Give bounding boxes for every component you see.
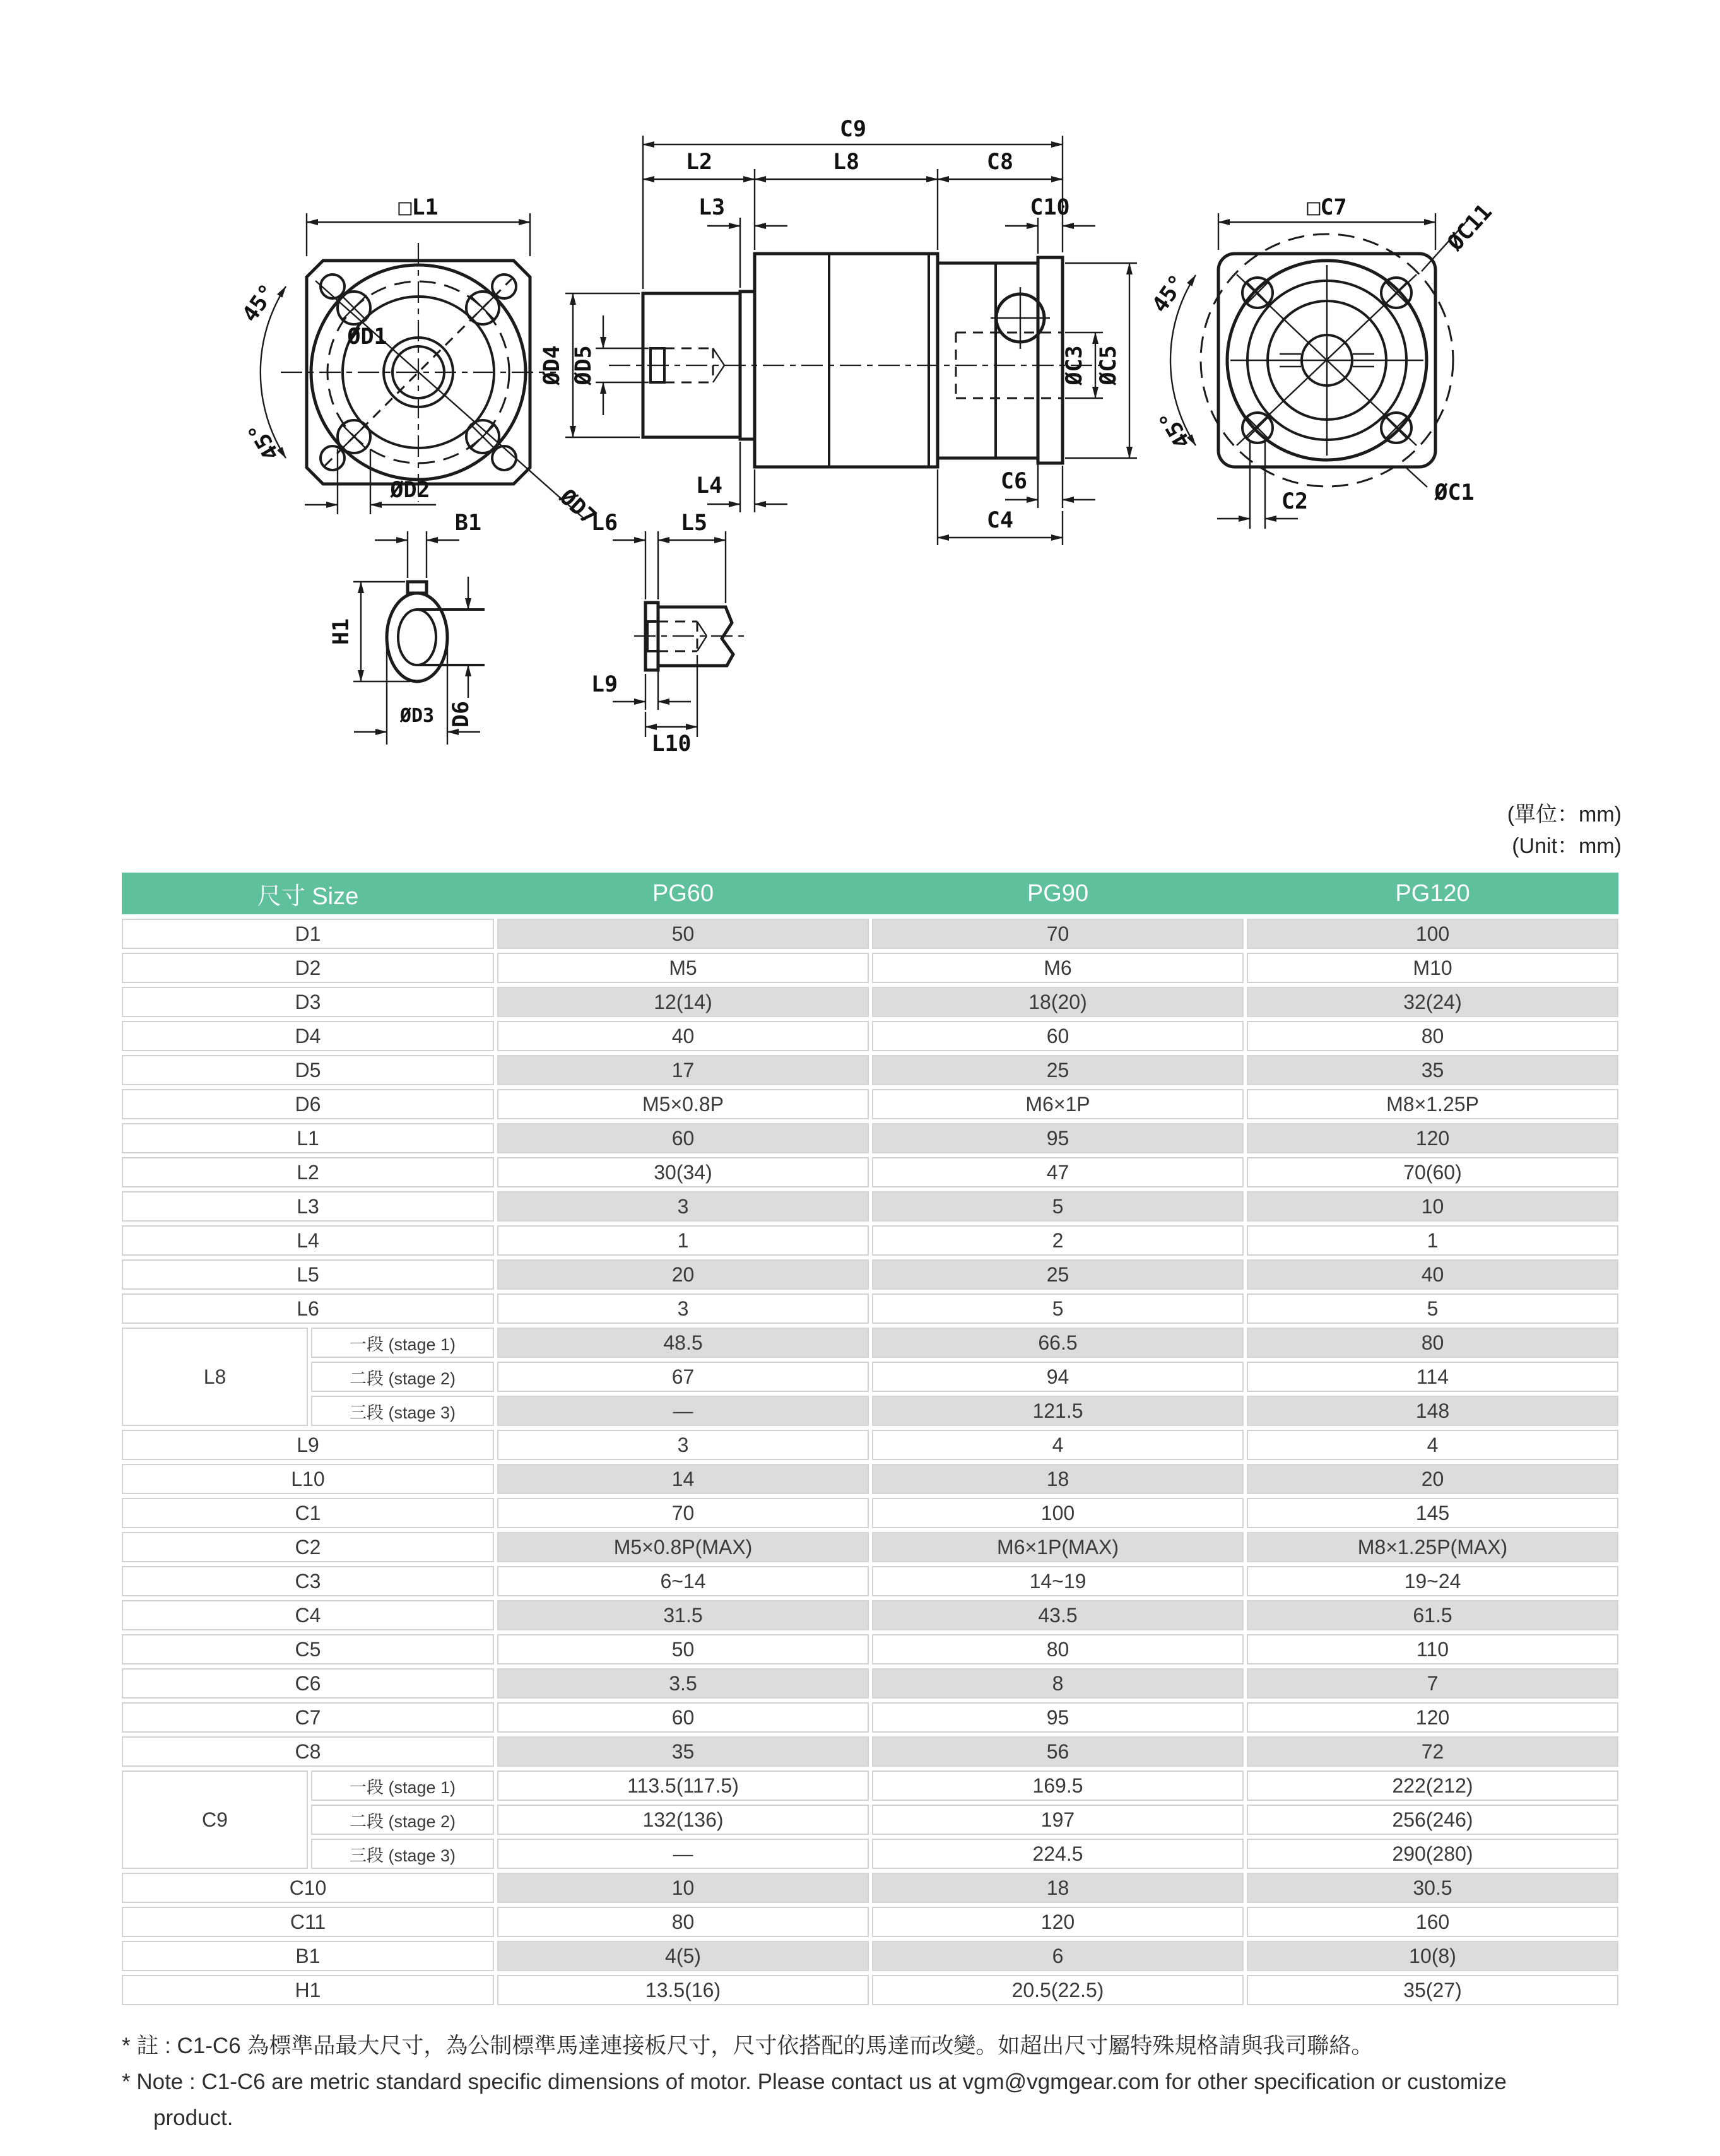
- cell-pg60: 3.5: [497, 1668, 869, 1699]
- table-row: [122, 1225, 1618, 1256]
- shaft-key-section-detail: [329, 510, 485, 745]
- dim-label-angle-rear-top: 45°: [1147, 270, 1191, 318]
- cell-pg120: 72: [1247, 1736, 1618, 1767]
- cell-pg60: M5: [497, 953, 869, 983]
- cell-pg60: 60: [497, 1702, 869, 1733]
- cell-pg120: 20: [1247, 1464, 1618, 1494]
- dim-label-d4: ØD4: [539, 345, 565, 386]
- group-label: L8: [122, 1328, 308, 1426]
- side-section-view: [539, 117, 1137, 545]
- table-row: [311, 1839, 1618, 1869]
- cell-pg90: 18(20): [872, 987, 1244, 1017]
- cell-pg90: 169.5: [872, 1770, 1244, 1801]
- cell-pg90: 121.5: [872, 1396, 1244, 1426]
- cell-pg120: 100: [1247, 919, 1618, 949]
- table-row: [122, 1600, 1618, 1630]
- cell-pg120: 145: [1247, 1498, 1618, 1528]
- row-label: L6: [122, 1293, 494, 1324]
- cell-pg120: 5: [1247, 1293, 1618, 1324]
- cell-pg90: 94: [872, 1362, 1244, 1392]
- dim-label-c11: ØC11: [1442, 199, 1497, 256]
- row-label: B1: [122, 1941, 494, 1971]
- dim-label-b1: B1: [454, 510, 482, 536]
- cell-pg120: 256(246): [1247, 1805, 1618, 1835]
- units-en: (Unit：mm): [1512, 834, 1622, 858]
- dim-label-l3: L3: [698, 195, 726, 220]
- cell-pg60: 132(136): [497, 1805, 869, 1835]
- cell-pg60: 3: [497, 1191, 869, 1222]
- table-row: [122, 1532, 1618, 1562]
- cell-pg60: 80: [497, 1907, 869, 1937]
- table-row: [122, 1873, 1618, 1903]
- cell-pg120: 290(280): [1247, 1839, 1618, 1869]
- cell-pg120: 120: [1247, 1123, 1618, 1153]
- cell-pg60: 3: [497, 1430, 869, 1460]
- table-group-c9: [122, 1770, 1618, 1869]
- dim-label-c8: C8: [986, 150, 1014, 175]
- cell-pg60: 14: [497, 1464, 869, 1494]
- dim-label-c2: C2: [1281, 489, 1309, 514]
- table-row: [122, 1259, 1618, 1290]
- cell-pg60: 30(34): [497, 1157, 869, 1187]
- cell-pg60: 40: [497, 1021, 869, 1051]
- cell-pg120: M10: [1247, 953, 1618, 983]
- dim-label-d1: ØD1: [347, 324, 387, 350]
- table-row: [122, 1089, 1618, 1119]
- cell-pg90: 56: [872, 1736, 1244, 1767]
- cell-pg120: 160: [1247, 1907, 1618, 1937]
- cell-pg90: 2: [872, 1225, 1244, 1256]
- table-row: [122, 1021, 1618, 1051]
- cell-pg60: —: [497, 1396, 869, 1426]
- table-row: [122, 953, 1618, 983]
- shaft-end-detail: [591, 510, 748, 757]
- table-row: [122, 1293, 1618, 1324]
- cell-pg60: —: [497, 1839, 869, 1869]
- cell-pg120: 70(60): [1247, 1157, 1618, 1187]
- dim-label-c4: C4: [986, 508, 1014, 533]
- cell-pg60: 48.5: [497, 1328, 869, 1358]
- table-header: [122, 873, 1618, 914]
- cell-pg60: 10: [497, 1873, 869, 1903]
- cell-pg90: 47: [872, 1157, 1244, 1187]
- stage-label: 三段 (stage 3): [311, 1396, 494, 1426]
- cell-pg120: 114: [1247, 1362, 1618, 1392]
- cell-pg120: 35: [1247, 1055, 1618, 1085]
- dim-label-c7: □C7: [1307, 195, 1347, 220]
- row-label: L1: [122, 1123, 494, 1153]
- dim-label-l9: L9: [591, 672, 618, 697]
- cell-pg90: M6: [872, 953, 1244, 983]
- header-pg60: PG60: [652, 880, 714, 907]
- row-label: C6: [122, 1668, 494, 1699]
- cell-pg90: 18: [872, 1873, 1244, 1903]
- stage-label: 二段 (stage 2): [311, 1805, 494, 1835]
- cell-pg120: 61.5: [1247, 1600, 1618, 1630]
- cell-pg60: 4(5): [497, 1941, 869, 1971]
- row-label: L10: [122, 1464, 494, 1494]
- table-row: [122, 1191, 1618, 1222]
- row-label: H1: [122, 1975, 494, 2005]
- table-row: [122, 1634, 1618, 1664]
- dim-label-d3: ØD3: [399, 705, 435, 727]
- table-row: [122, 1941, 1618, 1971]
- cell-pg60: 50: [497, 919, 869, 949]
- units-caption: [1507, 799, 1622, 862]
- table-row: [122, 1736, 1618, 1767]
- cell-pg90: M6×1P: [872, 1089, 1244, 1119]
- note-zh: * 註 : C1-C6 為標準品最大尺寸，為公制標準馬達連接板尺寸，尺寸依搭配的馬達而改變。如超出尺寸屬特殊規格請與我司聯絡。: [122, 2034, 1374, 2058]
- dim-label-c3: ØC3: [1062, 345, 1087, 386]
- units-zh: (單位：mm): [1507, 803, 1622, 827]
- row-label: C11: [122, 1907, 494, 1937]
- cell-pg120: 35(27): [1247, 1975, 1618, 2005]
- row-label: D4: [122, 1021, 494, 1051]
- cell-pg120: 80: [1247, 1021, 1618, 1051]
- note-en-wrap: product.: [153, 2106, 233, 2130]
- cell-pg90: 14~19: [872, 1566, 1244, 1596]
- row-label: C7: [122, 1702, 494, 1733]
- cell-pg60: 67: [497, 1362, 869, 1392]
- dim-label-l2: L2: [685, 150, 713, 175]
- cell-pg90: 25: [872, 1259, 1244, 1290]
- row-label: C2: [122, 1532, 494, 1562]
- cell-pg120: 40: [1247, 1259, 1618, 1290]
- dim-label-l8: L8: [832, 150, 860, 175]
- stage-label: 二段 (stage 2): [311, 1362, 494, 1392]
- cell-pg120: M8×1.25P(MAX): [1247, 1532, 1618, 1562]
- table-row: [122, 1464, 1618, 1494]
- cell-pg120: 110: [1247, 1634, 1618, 1664]
- cell-pg90: 60: [872, 1021, 1244, 1051]
- cell-pg90: 66.5: [872, 1328, 1244, 1358]
- stage-label: 一段 (stage 1): [311, 1328, 494, 1358]
- dim-label-d7: ØD7: [554, 484, 601, 531]
- cell-pg90: 43.5: [872, 1600, 1244, 1630]
- table-row: [311, 1770, 1618, 1801]
- cell-pg60: 20: [497, 1259, 869, 1290]
- row-label: D3: [122, 987, 494, 1017]
- cell-pg90: 18: [872, 1464, 1244, 1494]
- footnotes: [122, 2028, 1649, 2136]
- cell-pg120: 19~24: [1247, 1566, 1618, 1596]
- table-row: [311, 1362, 1618, 1392]
- cell-pg120: 80: [1247, 1328, 1618, 1358]
- cell-pg90: 8: [872, 1668, 1244, 1699]
- note-en: * Note : C1-C6 are metric standard specific dimensions of motor. Please contact us at vgm@vgmgear.com for other specification or customize: [122, 2070, 1507, 2094]
- row-label: D2: [122, 953, 494, 983]
- header-pg90: PG90: [1027, 880, 1089, 907]
- table-row: [122, 1157, 1618, 1187]
- rear-flange-view: [1147, 195, 1497, 529]
- group-label: C9: [122, 1770, 308, 1869]
- row-label: L5: [122, 1259, 494, 1290]
- gearbox-dimension-drawing: [0, 0, 1720, 858]
- table-row: [122, 1498, 1618, 1528]
- row-label: C5: [122, 1634, 494, 1664]
- dim-label-d2: ØD2: [390, 478, 430, 503]
- cell-pg60: 50: [497, 1634, 869, 1664]
- table-row: [122, 1430, 1618, 1460]
- cell-pg90: 95: [872, 1702, 1244, 1733]
- row-label: C1: [122, 1498, 494, 1528]
- table-row: [122, 987, 1618, 1017]
- cell-pg60: 35: [497, 1736, 869, 1767]
- cell-pg60: 6~14: [497, 1566, 869, 1596]
- table-row: [122, 1566, 1618, 1596]
- dim-label-d6: D6: [449, 700, 474, 728]
- cell-pg120: 30.5: [1247, 1873, 1618, 1903]
- dim-label-angle-rear-bottom: 45°: [1154, 405, 1196, 452]
- stage-label: 一段 (stage 1): [311, 1770, 494, 1801]
- cell-pg90: 120: [872, 1907, 1244, 1937]
- cell-pg60: 12(14): [497, 987, 869, 1017]
- table-row: [122, 1702, 1618, 1733]
- cell-pg60: 70: [497, 1498, 869, 1528]
- cell-pg60: 113.5(117.5): [497, 1770, 869, 1801]
- row-label: C4: [122, 1600, 494, 1630]
- cell-pg60: M5×0.8P(MAX): [497, 1532, 869, 1562]
- cell-pg60: M5×0.8P: [497, 1089, 869, 1119]
- cell-pg90: 4: [872, 1430, 1244, 1460]
- row-label: L9: [122, 1430, 494, 1460]
- table-row: [122, 1055, 1618, 1085]
- cell-pg60: 13.5(16): [497, 1975, 869, 2005]
- table-row: [122, 919, 1618, 949]
- dim-label-angle-front-bottom: 45°: [243, 417, 285, 464]
- cell-pg60: 17: [497, 1055, 869, 1085]
- dim-label-c6: C6: [1000, 469, 1028, 494]
- cell-pg90: 25: [872, 1055, 1244, 1085]
- cell-pg60: 31.5: [497, 1600, 869, 1630]
- cell-pg60: 1: [497, 1225, 869, 1256]
- cell-pg90: 20.5(22.5): [872, 1975, 1244, 2005]
- dim-label-c9: C9: [839, 117, 867, 142]
- table-group-l8: [122, 1328, 1618, 1426]
- dim-label-c10: C10: [1030, 195, 1070, 220]
- cell-pg120: 4: [1247, 1430, 1618, 1460]
- stage-label: 三段 (stage 3): [311, 1839, 494, 1869]
- cell-pg120: M8×1.25P: [1247, 1089, 1618, 1119]
- cell-pg90: M6×1P(MAX): [872, 1532, 1244, 1562]
- dimension-table: [122, 873, 1618, 2009]
- table-row: [122, 1668, 1618, 1699]
- row-label: C10: [122, 1873, 494, 1903]
- dim-label-l6: L6: [591, 510, 618, 536]
- dim-label-l1: □L1: [398, 195, 439, 220]
- cell-pg90: 224.5: [872, 1839, 1244, 1869]
- table-row: [122, 1123, 1618, 1153]
- cell-pg90: 80: [872, 1634, 1244, 1664]
- dim-label-angle-front-top: 45°: [237, 280, 281, 327]
- row-label: C8: [122, 1736, 494, 1767]
- row-label: L3: [122, 1191, 494, 1222]
- row-label: L4: [122, 1225, 494, 1256]
- table-row: [311, 1328, 1618, 1358]
- cell-pg60: 3: [497, 1293, 869, 1324]
- cell-pg90: 95: [872, 1123, 1244, 1153]
- dim-label-h1: H1: [329, 618, 354, 645]
- cell-pg120: 1: [1247, 1225, 1618, 1256]
- cell-pg120: 10(8): [1247, 1941, 1618, 1971]
- row-label: D6: [122, 1089, 494, 1119]
- cell-pg90: 5: [872, 1293, 1244, 1324]
- cell-pg120: 148: [1247, 1396, 1618, 1426]
- cell-pg90: 100: [872, 1498, 1244, 1528]
- dim-label-l5: L5: [680, 510, 708, 536]
- dim-label-c1: ØC1: [1434, 480, 1475, 505]
- cell-pg60: 60: [497, 1123, 869, 1153]
- row-label: D5: [122, 1055, 494, 1085]
- dim-label-d5: ØD5: [571, 345, 596, 386]
- row-label: D1: [122, 919, 494, 949]
- cell-pg120: 120: [1247, 1702, 1618, 1733]
- cell-pg120: 10: [1247, 1191, 1618, 1222]
- cell-pg120: 7: [1247, 1668, 1618, 1699]
- table-row: [311, 1396, 1618, 1426]
- cell-pg120: 222(212): [1247, 1770, 1618, 1801]
- row-label: C3: [122, 1566, 494, 1596]
- dim-label-c5: ØC5: [1096, 345, 1121, 386]
- cell-pg90: 5: [872, 1191, 1244, 1222]
- cell-pg90: 6: [872, 1941, 1244, 1971]
- cell-pg90: 197: [872, 1805, 1244, 1835]
- cell-pg120: 32(24): [1247, 987, 1618, 1017]
- table-row: [122, 1975, 1618, 2005]
- dim-label-l10: L10: [651, 731, 692, 757]
- row-label: L2: [122, 1157, 494, 1187]
- header-size: 尺寸 Size: [257, 883, 359, 910]
- dim-label-l4: L4: [695, 473, 723, 498]
- header-pg120: PG120: [1395, 880, 1470, 907]
- table-row: [122, 1907, 1618, 1937]
- cell-pg90: 70: [872, 919, 1244, 949]
- table-row: [311, 1805, 1618, 1835]
